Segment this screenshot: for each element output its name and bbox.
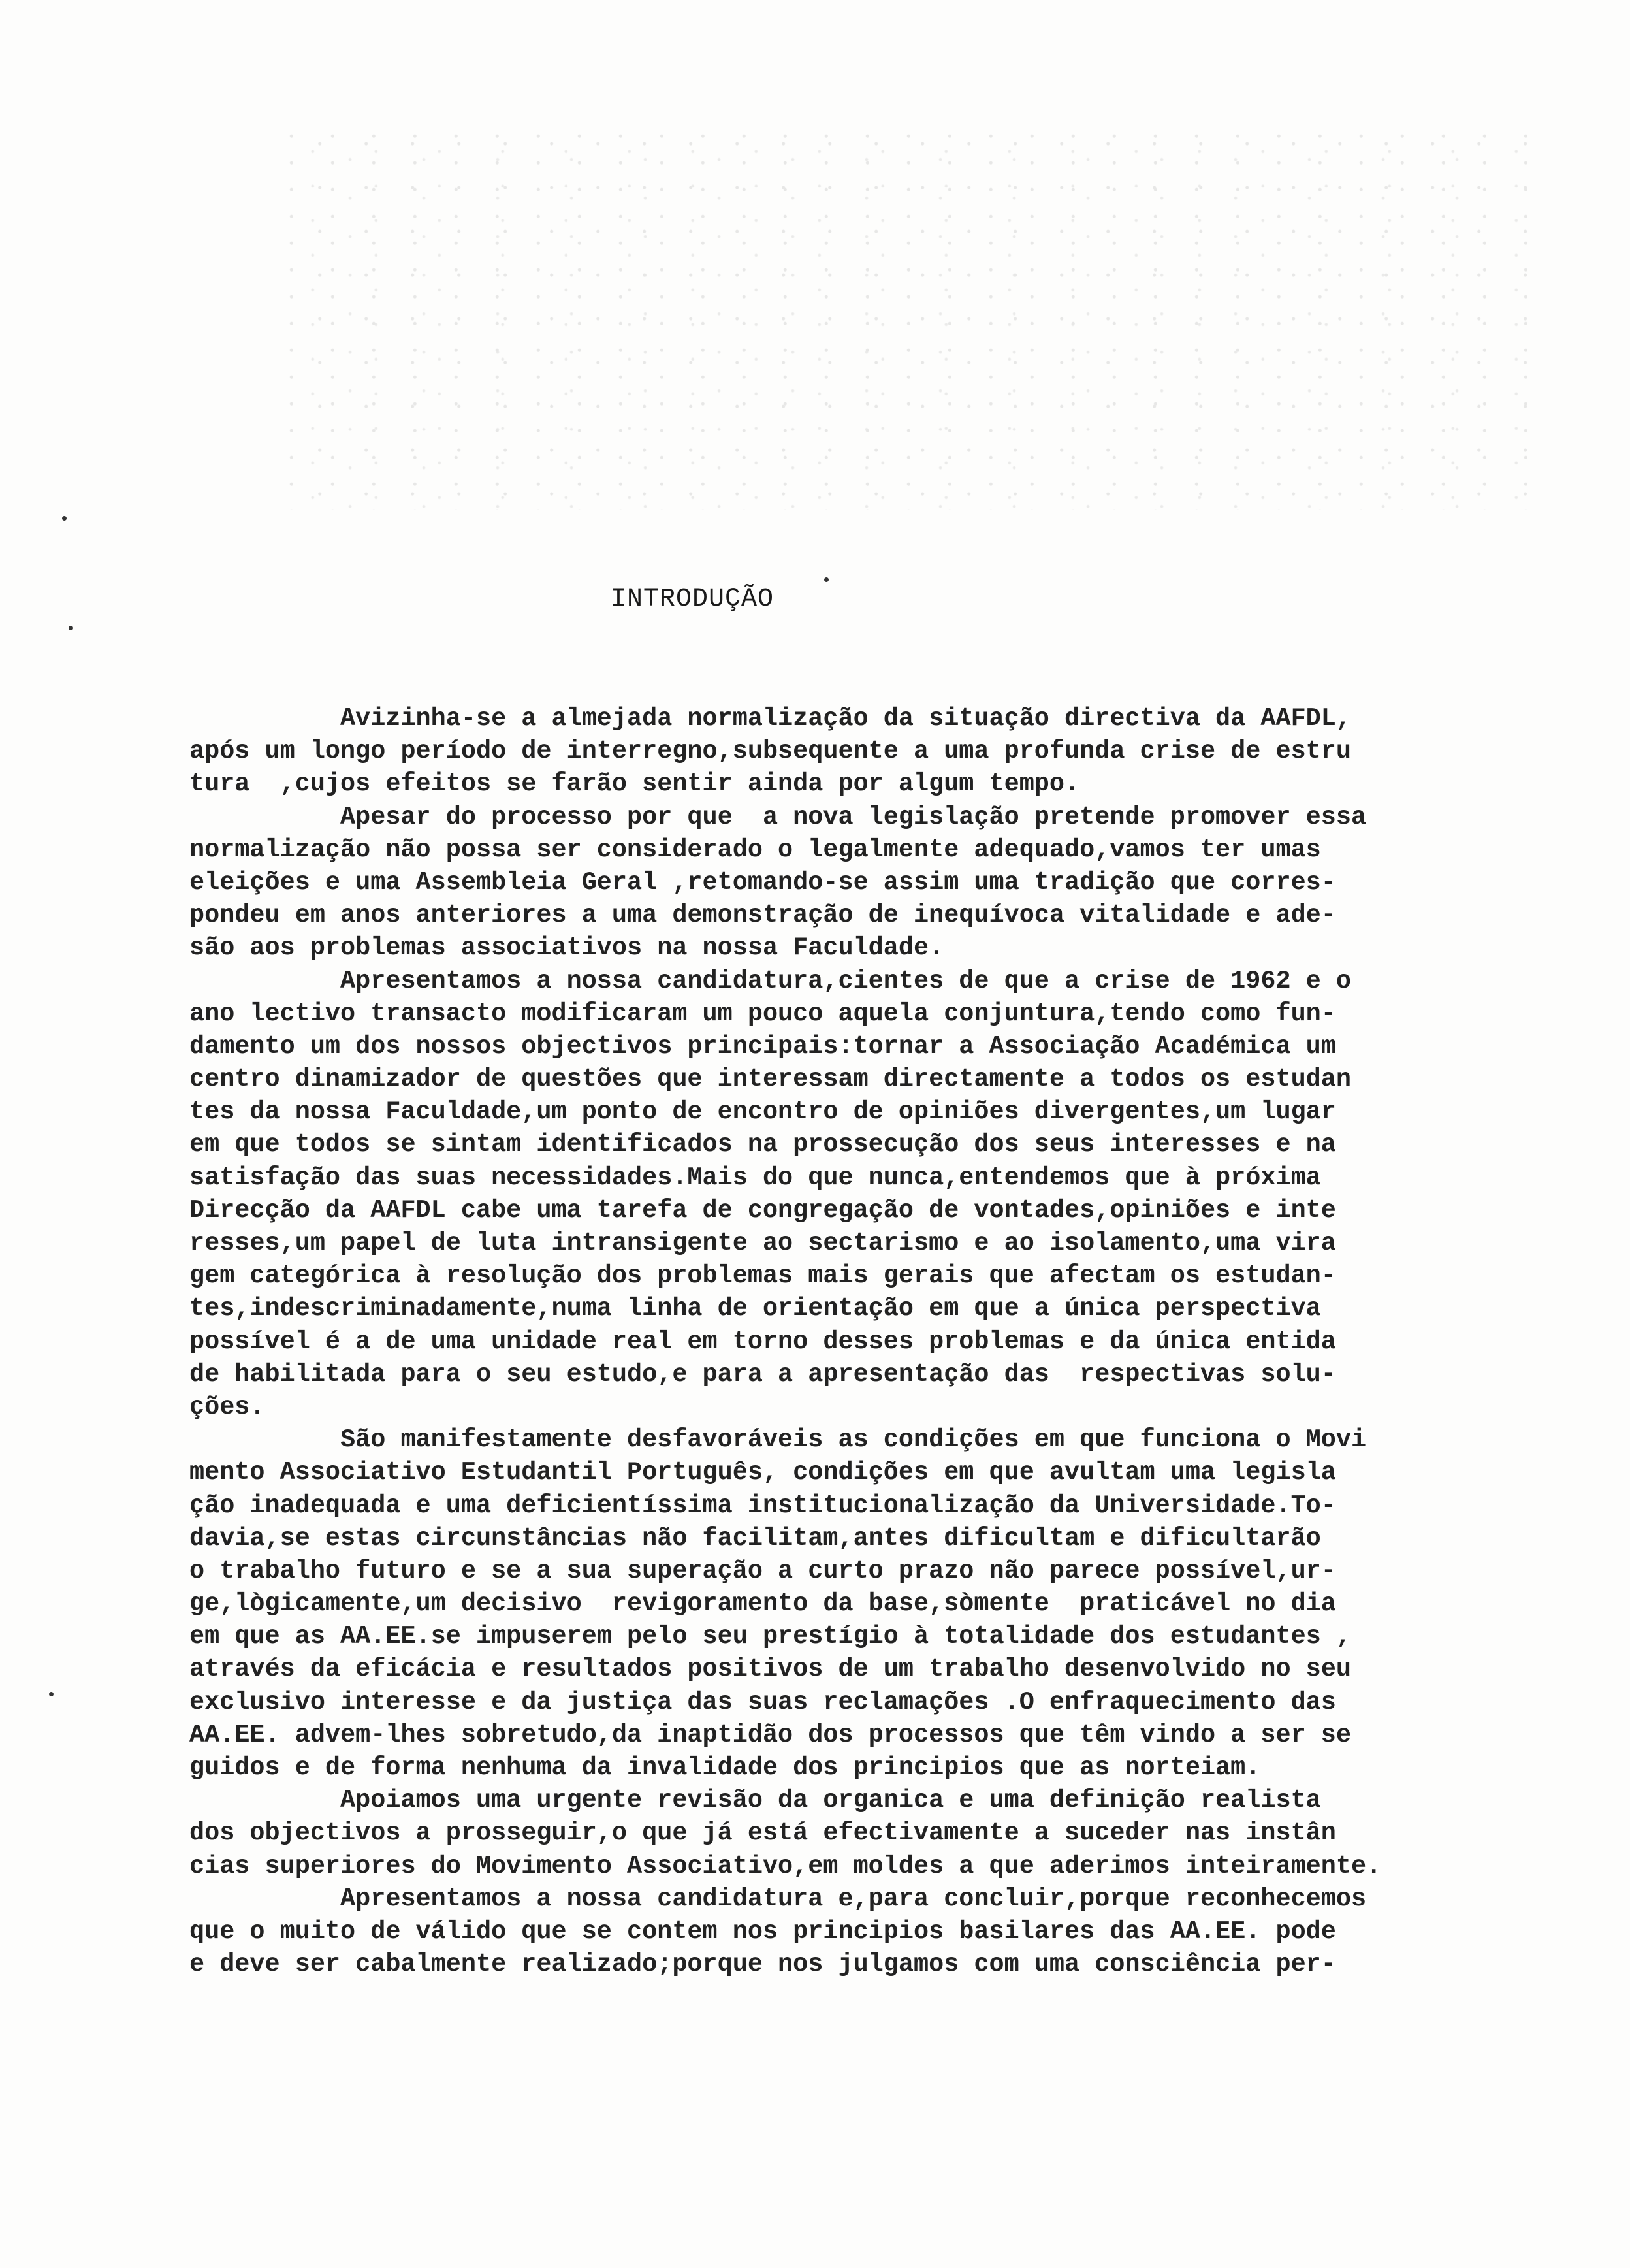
section-heading: INTRODUÇÃO [610,585,775,614]
text-line: normalização não possa ser considerado o legalmente adequado,vamos ter umas [189,835,1321,864]
text-line: Avizinha-se a almejada normalização da situação directiva da AAFDL, [189,704,1351,733]
text-line: davia,se estas circunstâncias não facilitam,antes dificultam e dificultarão [189,1523,1321,1553]
text-line: de habilitada para o seu estudo,e para a apresentação das respectivas solu- [189,1359,1336,1389]
text-line: ção inadequada e uma deficientíssima institucionalização da Universidade.To- [189,1491,1336,1520]
text-line: Apresentamos a nossa candidatura e,para concluir,porque reconhecemos [189,1884,1367,1913]
text-line: Apoiamos uma urgente revisão da organica e uma definição realista [189,1786,1321,1815]
text-line: São manifestamente desfavoráveis as condições em que funciona o Movi [189,1425,1367,1455]
text-line: em que as AA.EE.se impuserem pelo seu prestígio à totalidade dos estudantes , [189,1622,1351,1651]
text-line: pondeu em anos anteriores a uma demonstração de inequívoca vitalidade e ade- [189,901,1336,930]
text-line: Apesar do processo por que a nova legislação pretende promover essa [189,802,1367,832]
text-line: resses,um papel de luta intransigente ao sectarismo e ao isolamento,uma vira [189,1229,1336,1257]
margin-mark [69,626,73,630]
text-line: tes da nossa Faculdade,um ponto de encontro de opiniões divergentes,um lugar [189,1097,1336,1127]
text-line: possível é a de uma unidade real em torno desses problemas e da única entida [189,1327,1336,1356]
bleed-through-noise [287,131,1528,510]
text-line: ções. [189,1392,265,1421]
text-line: tura ,cujos efeitos se farão sentir ainda por algum tempo. [189,770,1080,799]
text-line: que o muito de válido que se contem nos principios basilares das AA.EE. pode [189,1917,1336,1946]
text-line: são aos problemas associativos na nossa Faculdade. [189,933,944,963]
text-line: AA.EE. advem-lhes sobretudo,da inaptidão dos processos que têm vindo a ser se [189,1720,1351,1749]
text-line: dos objectivos a prosseguir,o que já está efectivamente a suceder nas instân [189,1819,1336,1848]
text-line: Apresentamos a nossa candidatura,cientes de que a crise de 1962 e o [189,966,1351,996]
text-line: gem categórica à resolução dos problemas mais gerais que afectam os estudan- [189,1261,1336,1291]
body-text [189,702,1463,1981]
text-line: cias superiores do Movimento Associativo,em moldes a que aderimos inteiramente. [189,1851,1382,1881]
text-line: centro dinamizador de questões que interessam directamente a todos os estudan [189,1065,1351,1094]
text-line: através da eficácia e resultados positivos de um trabalho desenvolvido no seu [189,1655,1351,1684]
text-line: o trabalho futuro e se a sua superação a curto prazo não parece possível,ur- [189,1556,1336,1585]
text-line: eleições e uma Assembleia Geral ,retomando-se assim uma tradição que corres- [189,867,1336,897]
text-line: ge,lògicamente,um decisivo revigoramento da base,sòmente praticável no dia [189,1589,1336,1619]
text-line: e deve ser cabalmente realizado;porque nos julgamos com uma consciência per- [189,1950,1336,1979]
margin-mark [62,516,67,521]
text-line: satisfação das suas necessidades.Mais do que nunca,entendemos que à próxima [189,1163,1321,1192]
text-line: guidos e de forma nenhuma da invalidade dos principios que as norteiam. [189,1753,1261,1782]
text-line: tes,indescriminadamente,numa linha de orientação em que a única perspectiva [189,1294,1321,1323]
margin-mark [824,577,829,582]
text-line: mento Associativo Estudantil Português, condições em que avultam uma legisla [189,1458,1336,1487]
text-line: ano lectivo transacto modificaram um pouco aquela conjuntura,tendo como fun- [189,999,1336,1028]
text-line: Direcção da AAFDL cabe uma tarefa de congregação de vontades,opiniões e inte [189,1195,1336,1225]
text-line: damento um dos nossos objectivos principais:tornar a Associação Académica um [189,1031,1336,1061]
text-line: após um longo período de interregno,subsequente a uma profunda crise de estru [189,737,1351,766]
text-line: exclusivo interesse e da justiça das suas reclamações .O enfraquecimento das [189,1687,1336,1717]
margin-mark [49,1692,54,1696]
text-line: em que todos se sintam identificados na prossecução dos seus interesses e na [189,1130,1336,1159]
